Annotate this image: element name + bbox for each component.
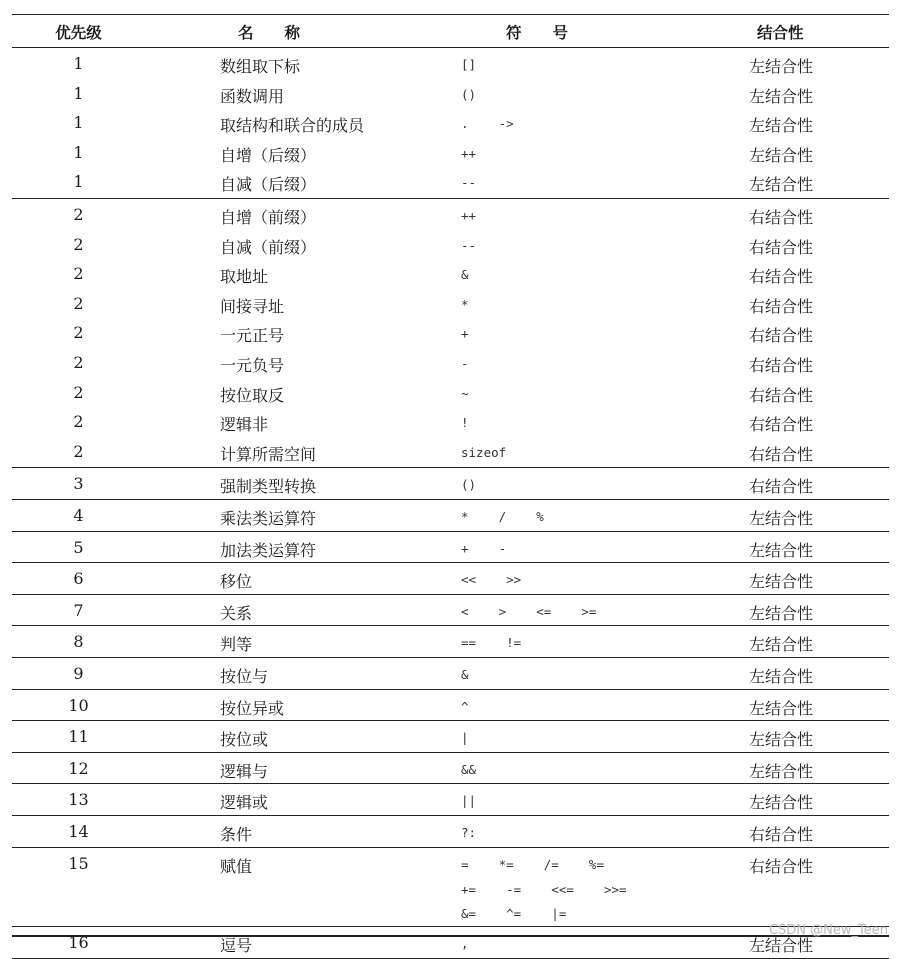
- priority-cell: 14: [68, 821, 89, 841]
- operator-precedence-table: [12, 14, 889, 959]
- table-row: [12, 258, 889, 288]
- table-row: [12, 532, 889, 562]
- associativity-cell: 左结合性: [749, 793, 814, 813]
- name-cell: 逻辑非: [220, 415, 269, 435]
- table-row: [12, 166, 889, 196]
- name-cell: 移位: [220, 572, 253, 592]
- priority-cell: 2: [73, 412, 84, 432]
- associativity-cell: 左结合性: [749, 635, 814, 655]
- symbol-cell: !: [461, 415, 469, 431]
- symbol-cell: *: [461, 296, 469, 312]
- precedence-group: [12, 658, 889, 690]
- associativity-cell: 右结合性: [749, 326, 814, 346]
- table-row: [12, 48, 889, 78]
- name-cell: 间接寻址: [220, 296, 285, 316]
- name-cell: 判等: [220, 635, 253, 655]
- priority-cell: 16: [68, 933, 89, 953]
- precedence-group: [12, 690, 889, 722]
- symbol-cell: ^: [461, 698, 469, 714]
- symbol-cell: . ->: [461, 116, 514, 132]
- header-name: 名 称: [238, 24, 301, 42]
- table-row: [12, 753, 889, 783]
- table-row: [12, 199, 889, 229]
- header-associativity: 结合性: [757, 24, 804, 42]
- priority-cell: 3: [73, 474, 84, 494]
- priority-cell: 1: [73, 54, 84, 73]
- symbol-cell: = *= /= %=: [461, 856, 604, 872]
- priority-cell: 9: [73, 663, 84, 683]
- priority-cell: 2: [73, 352, 84, 372]
- associativity-cell: 右结合性: [749, 477, 814, 497]
- symbol-cell: --: [461, 175, 477, 191]
- name-cell: 自减（前缀）: [220, 237, 317, 257]
- name-cell: 数组取下标: [220, 57, 301, 76]
- table-row: [12, 877, 889, 901]
- associativity-cell: 左结合性: [749, 572, 814, 592]
- priority-cell: 2: [73, 382, 84, 402]
- associativity-cell: 左结合性: [749, 936, 814, 956]
- name-cell: 逻辑与: [220, 761, 269, 781]
- precedence-group: [12, 532, 889, 564]
- name-cell: 自增（后缀）: [220, 145, 317, 165]
- symbol-cell: &: [461, 267, 469, 283]
- table-row: [12, 137, 889, 167]
- watermark: CSDN @New_Teen: [768, 923, 888, 938]
- name-cell: 计算所需空间: [220, 444, 317, 464]
- associativity-cell: 左结合性: [749, 698, 814, 718]
- symbol-cell: sizeof: [461, 444, 507, 460]
- symbol-cell: ?:: [461, 824, 477, 840]
- name-cell: 函数调用: [220, 86, 285, 106]
- name-cell: 按位取反: [220, 385, 285, 405]
- priority-cell: 7: [73, 600, 84, 620]
- associativity-cell: 右结合性: [749, 385, 814, 405]
- name-cell: 逗号: [220, 936, 253, 956]
- table-row: [12, 595, 889, 625]
- name-cell: 强制类型转换: [220, 477, 317, 497]
- name-cell: 取结构和联合的成员: [220, 116, 365, 136]
- header-symbol: 符 号: [506, 24, 569, 42]
- table-row: [12, 816, 889, 846]
- priority-cell: 6: [73, 569, 84, 589]
- precedence-group: [12, 816, 889, 848]
- table-row: [12, 229, 889, 259]
- associativity-cell: 右结合性: [749, 444, 814, 464]
- table-row: [12, 626, 889, 656]
- symbol-cell: + -: [461, 540, 507, 556]
- table-row: [12, 288, 889, 318]
- symbol-cell: < > <= >=: [461, 603, 597, 619]
- table-body: [12, 48, 889, 959]
- priority-cell: 11: [68, 727, 89, 747]
- table-row: [12, 500, 889, 530]
- priority-cell: 1: [73, 142, 84, 162]
- table-row: [12, 658, 889, 688]
- associativity-cell: 右结合性: [749, 415, 814, 435]
- priority-cell: 13: [68, 790, 89, 810]
- associativity-cell: 左结合性: [749, 761, 814, 781]
- associativity-cell: 右结合性: [749, 267, 814, 287]
- precedence-group: [12, 468, 889, 500]
- symbol-cell: ++: [461, 145, 477, 161]
- priority-cell: 2: [73, 264, 84, 284]
- priority-cell: 12: [68, 758, 89, 778]
- priority-cell: 2: [73, 234, 84, 254]
- priority-cell: 2: [73, 441, 84, 461]
- name-cell: 按位异或: [220, 698, 285, 718]
- associativity-cell: 左结合性: [749, 508, 814, 528]
- priority-cell: 2: [73, 293, 84, 313]
- priority-cell: 10: [68, 695, 89, 715]
- table-row: [12, 317, 889, 347]
- associativity-cell: 左结合性: [749, 116, 814, 136]
- associativity-cell: 左结合性: [749, 175, 814, 195]
- table-row: [12, 347, 889, 377]
- associativity-cell: 右结合性: [749, 237, 814, 257]
- precedence-group: [12, 199, 889, 468]
- priority-cell: 2: [73, 323, 84, 343]
- precedence-group: [12, 563, 889, 595]
- name-cell: 关系: [220, 603, 253, 623]
- table-row: [12, 690, 889, 720]
- precedence-group: [12, 48, 889, 199]
- name-cell: 按位与: [220, 666, 269, 686]
- symbol-cell: ||: [461, 793, 477, 809]
- associativity-cell: 左结合性: [749, 145, 814, 165]
- associativity-cell: 右结合性: [749, 355, 814, 375]
- table-row: [12, 377, 889, 407]
- associativity-cell: 左结合性: [749, 730, 814, 750]
- name-cell: 一元负号: [220, 355, 285, 375]
- symbol-cell: &: [461, 666, 469, 682]
- associativity-cell: 左结合性: [749, 86, 814, 106]
- symbol-cell: --: [461, 237, 477, 253]
- symbol-cell: ,: [461, 936, 469, 952]
- associativity-cell: 左结合性: [749, 540, 814, 560]
- table-row: [12, 436, 889, 466]
- name-cell: 条件: [220, 824, 253, 844]
- header-priority: 优先级: [55, 24, 102, 42]
- table-header: [12, 14, 889, 48]
- symbol-cell: << >>: [461, 572, 522, 588]
- associativity-cell: 左结合性: [749, 57, 814, 76]
- precedence-group: [12, 927, 889, 959]
- priority-cell: 8: [73, 632, 84, 652]
- associativity-cell: 左结合性: [749, 666, 814, 686]
- table-row: [12, 406, 889, 436]
- associativity-cell: 右结合性: [749, 296, 814, 316]
- symbol-cell: += -= <<= >>=: [461, 882, 627, 898]
- symbol-cell: &&: [461, 761, 477, 777]
- name-cell: 乘法类运算符: [220, 508, 317, 528]
- priority-cell: 5: [73, 537, 84, 557]
- associativity-cell: 右结合性: [749, 824, 814, 844]
- precedence-group: [12, 848, 889, 928]
- table-bottom-rule: [12, 935, 889, 937]
- symbol-cell: (): [461, 86, 477, 102]
- symbol-cell: ~: [461, 385, 469, 401]
- precedence-group: [12, 595, 889, 627]
- table-row: [12, 901, 889, 925]
- precedence-group: [12, 500, 889, 532]
- priority-cell: 1: [73, 113, 84, 133]
- table-row: [12, 78, 889, 108]
- associativity-cell: 左结合性: [749, 603, 814, 623]
- table-row: [12, 563, 889, 593]
- symbol-cell: +: [461, 326, 469, 342]
- name-cell: 赋值: [220, 856, 253, 876]
- table-row: [12, 784, 889, 814]
- symbol-cell: |: [461, 730, 469, 746]
- symbol-cell: -: [461, 355, 469, 371]
- symbol-cell: ++: [461, 208, 477, 223]
- name-cell: 逻辑或: [220, 793, 269, 813]
- name-cell: 取地址: [220, 267, 269, 287]
- symbol-cell: * / %: [461, 508, 544, 524]
- table-row: [12, 848, 889, 878]
- priority-cell: 1: [73, 172, 84, 192]
- symbol-cell: == !=: [461, 635, 522, 651]
- table-row: [12, 721, 889, 751]
- precedence-group: [12, 626, 889, 658]
- associativity-cell: 右结合性: [749, 856, 814, 876]
- priority-cell: 2: [73, 205, 84, 224]
- associativity-cell: 右结合性: [749, 208, 814, 227]
- symbol-cell: (): [461, 477, 477, 493]
- precedence-group: [12, 721, 889, 753]
- priority-cell: 15: [68, 853, 89, 873]
- table-row: [12, 107, 889, 137]
- name-cell: 一元正号: [220, 326, 285, 346]
- name-cell: 按位或: [220, 730, 269, 750]
- table-row: [12, 468, 889, 498]
- symbol-cell: []: [461, 57, 477, 72]
- symbol-cell: &= ^= |=: [461, 905, 567, 921]
- precedence-group: [12, 753, 889, 785]
- priority-cell: 4: [73, 505, 84, 525]
- table-row: [12, 927, 889, 957]
- precedence-group: [12, 784, 889, 816]
- name-cell: 自增（前缀）: [220, 208, 317, 227]
- priority-cell: 1: [73, 83, 84, 103]
- name-cell: 自减（后缀）: [220, 175, 317, 195]
- name-cell: 加法类运算符: [220, 540, 317, 560]
